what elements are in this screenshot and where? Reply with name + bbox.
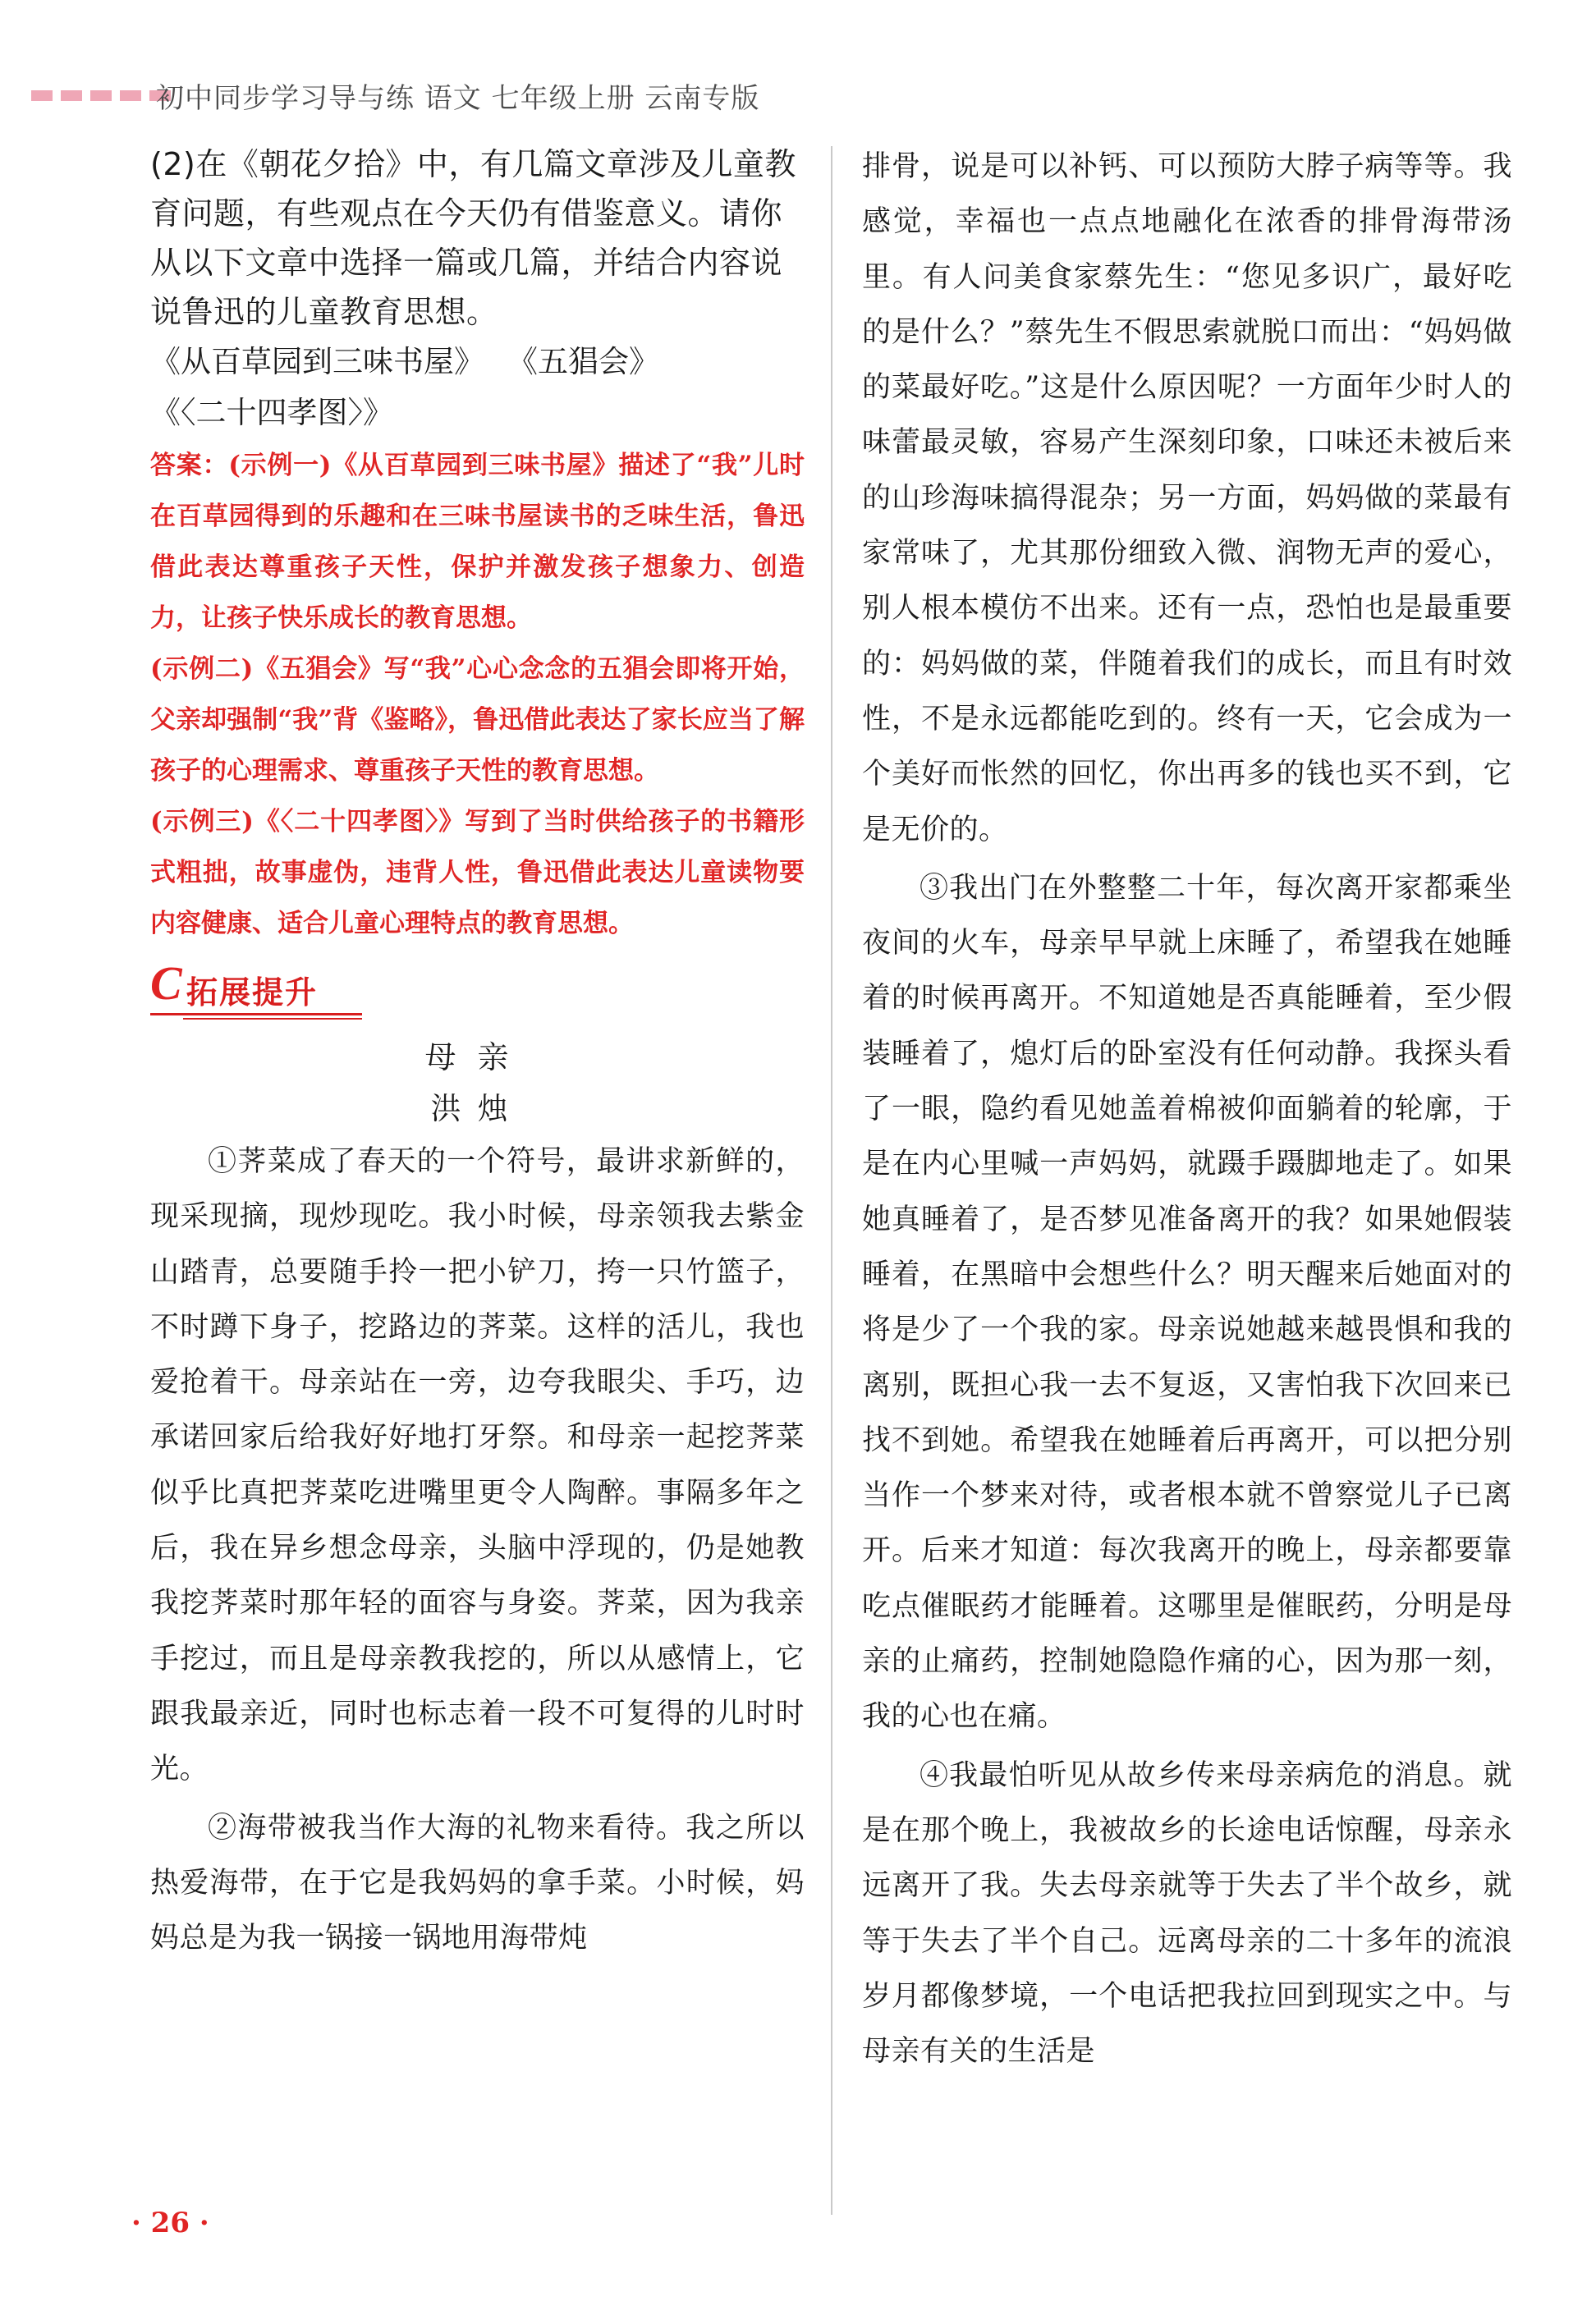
question-text: (2)在《朝花夕拾》中，有几篇文章涉及儿童教育问题，有些观点在今天仍有借鉴意义。请你从以下文章中选择一篇或几篇，并结合内容说说鲁迅的儿童教育思想。 <box>150 146 796 330</box>
book-list-line-1 <box>150 337 805 387</box>
column-divider <box>831 146 832 2215</box>
paragraph-3: ③我出门在外整整二十年，每次离开家都乘坐夜间的火车，母亲早早就上床睡了，希望我在她睡着的时候再离开。不知道她是否真能睡着，至少假装睡着了，熄灯后的卧室没有任何动静。我探头看了一眼，隐约看见她盖着棉被仰面躺着的轮廓，于是在内心里喊一声妈妈，就蹑手蹑脚地走了。如果她真睡着了，是否梦见准备离开的我？如果她假装睡着，在黑暗中会想些什么？明天醒来后她面对的将是少了一个我的家。母亲说她越来越畏惧和我的离别，既担心我一去不复返，又害怕我下次回来已找不到她。希望我在她睡着后再离开，可以把分别当作一个梦来对待，或者根本就不曾察觉儿子已离开。后来才知道：每次我离开的晚上，母亲都要靠吃点催眠药才能睡着。这哪里是催眠药，分明是母亲的止痛药，控制她隐隐作痛的心，因为那一刻，我的心也在痛。 <box>862 871 1512 1734</box>
paragraph-4: ④我最怕听见从故乡传来母亲病危的消息。就是在那个晚上，我被故乡的长途电话惊醒，母亲永远离开了我。失去母亲就等于失去了半个故乡，就等于失去了半个自己。远离母亲的二十多年的流浪岁月都像梦境，一个电话把我拉回到现实之中。与母亲有关的生活是 <box>862 1758 1512 2069</box>
header-title: 初中同步学习导与练 语文 七年级上册 云南专版 <box>156 82 760 115</box>
answer-example-2: (示例二)《五猖会》写“我”心心念念的五猖会即将开始，父亲却强制“我”背《鉴略》，鲁迅借此表达了家长应当了解孩子的心理需求、尊重孩子天性的教育思想。 <box>150 654 805 786</box>
section-title: 拓展提升 <box>186 974 319 1011</box>
header-decoration <box>31 90 171 101</box>
page-header <box>0 72 1596 121</box>
article-author: 洪烛 <box>430 1091 525 1126</box>
article-title: 母亲 <box>424 1039 530 1075</box>
answer-label: 答案： <box>150 451 229 480</box>
answer-example-3: (示例三)《〈二十四孝图〉》写到了当时供给孩子的书籍形式粗拙，故事虚伪，违背人性，鲁迅借此表达儿童读物要内容健康、适合儿童心理特点的教育思想。 <box>150 807 805 938</box>
book-list-line-2 <box>150 387 805 438</box>
section-underline <box>150 1013 362 1015</box>
section-letter: C <box>150 956 182 1010</box>
right-column <box>862 140 1512 2079</box>
section-heading <box>150 956 805 1023</box>
answer-example-1: 答案：(示例一)《从百草园到三味书屋》描述了“我”儿时在百草园得到的乐趣和在三味书屋读书的乏味生活，鲁迅借此表达尊重孩子天性，保护并激发孩子想象力、创造力，让孩子快乐成长的教育思想。 <box>150 451 805 633</box>
left-column <box>150 140 805 1966</box>
paragraph-2-continued: 排骨，说是可以补钙、可以预防大脖子病等等。我感觉，幸福也一点点地融化在浓香的排骨海带汤里。有人问美食家蔡先生：“您见多识广，最好吃的是什么？”蔡先生不假思索就脱口而出：“妈妈做的菜最好吃。”这是什么原因呢？一方面年少时人的味蕾最灵敏，容易产生深刻印象，口味还未被后来的山珍海味搞得混杂；另一方面，妈妈做的菜最有家常味了，尤其那份细致入微、润物无声的爱心，别人根本模仿不出来。还有一点，恐怕也是最重要的：妈妈做的菜，伴随着我们的成长，而且有时效性，不是永远都能吃到的。终有一天，它会成为一个美好而怅然的回忆，你出再多的钱也买不到，它是无价的。 <box>862 150 1512 846</box>
answer-block <box>150 440 805 949</box>
paragraph-2-start: ②海带被我当作大海的礼物来看待。我之所以热爱海带，在于它是我妈妈的拿手菜。小时候，妈妈总是为我一锅接一锅地用海带炖 <box>150 1811 805 1955</box>
article-body-left <box>150 1134 805 1966</box>
article-body-right <box>862 140 1512 2079</box>
book-3: 《〈二十四孝图〉》 <box>150 395 393 430</box>
page-number: · 26 · <box>131 2207 209 2239</box>
book-2: 《五猖会》 <box>507 344 659 379</box>
paragraph-1: ①荠菜成了春天的一个符号，最讲求新鲜的，现采现摘，现炒现吃。我小时候，母亲领我去紫金山踏青，总要随手拎一把小铲刀，挎一只竹篮子，不时蹲下身子，挖路边的荠菜。这样的活儿，我也爱抢着干。母亲站在一旁，边夸我眼尖、手巧，边承诺回家后给我好好地打牙祭。和母亲一起挖荠菜似乎比真把荠菜吃进嘴里更令人陶醉。事隔多年之后，我在异乡想念母亲，头脑中浮现的，仍是她教我挖荠菜时那年轻的面容与身姿。荠菜，因为我亲手挖过，而且是母亲教我挖的，所以从感情上，它跟我最亲近，同时也标志着一段不可复得的儿时时光。 <box>150 1145 805 1786</box>
section-underline-2 <box>183 1018 362 1020</box>
book-1: 《从百草园到三味书屋》 <box>150 344 484 379</box>
